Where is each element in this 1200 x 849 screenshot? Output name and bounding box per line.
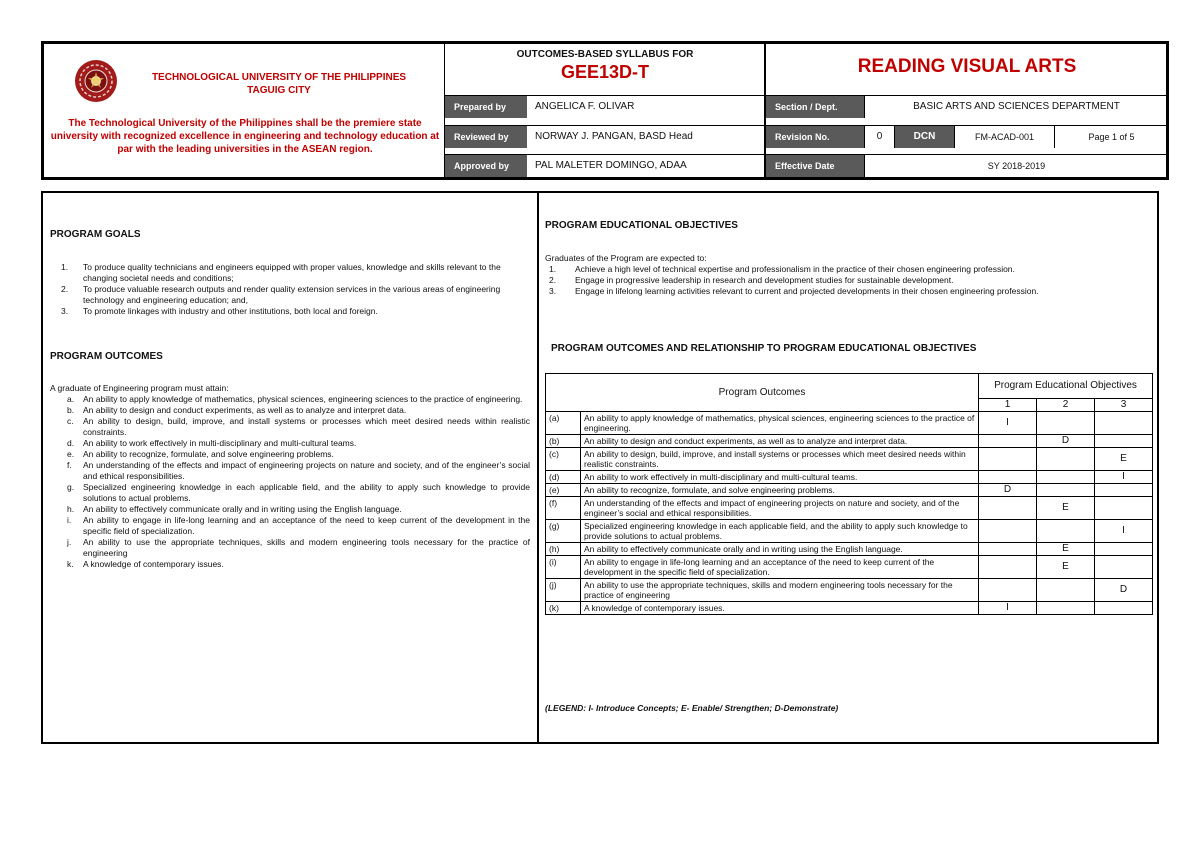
list-item: 2. Engage in progressive leadership in research and development studies for sustainable development. — [549, 275, 954, 285]
syllabus-body — [41, 191, 1159, 744]
approved-label: Approved by — [445, 155, 527, 177]
list-item: a. An ability to apply knowledge of mathematics, physical sciences, engineering sciences to the practice of engineering. — [67, 394, 523, 404]
table-row: (d) An ability to work effectively in multi-disciplinary and multi-cultural teams. I — [546, 471, 1153, 484]
approved-value: PAL MALETER DOMINGO, ADAA — [535, 160, 687, 171]
column-divider — [537, 193, 539, 742]
list-item: b. An ability to design and conduct experiments, as well as to analyze and interpret data. — [67, 405, 407, 415]
dcn-label: DCN — [894, 126, 954, 148]
reviewed-value: NORWAY J. PANGAN, BASD Head — [535, 131, 693, 142]
table-row: (a) An ability to apply knowledge of mathematics, physical sciences, engineering sciences to the practice of engineering. I — [546, 412, 1153, 435]
course-title-block — [764, 44, 1168, 177]
list-item: i. An ability to engage in life-long learning and an acceptance of the need to keep current of the development in the specific field of specialization. — [67, 515, 530, 536]
column-header-1: 1 — [979, 399, 1037, 412]
goals-title: PROGRAM GOALS — [50, 229, 141, 240]
list-item: 1. To produce quality technicians and engineers equipped with proper values, knowledge and skills relevant to the changing societal needs and conditions; — [61, 262, 501, 283]
outcomes-peo-matrix — [545, 373, 1153, 615]
university-city: TAGUIG CITY — [247, 85, 311, 96]
list-item: 3. To promote linkages with industry and other institutions, both local and foreign. — [61, 306, 378, 316]
list-item: 1. Achieve a high level of technical expertise and professionalism in the practice of their chosen engineering profession. — [549, 264, 1015, 274]
dcn-value: FM-ACAD-001 — [954, 126, 1054, 148]
list-item: f. An understanding of the effects and impact of engineering projects on nature and society, and of the engineer’s social and ethical responsibilities. — [67, 460, 530, 481]
effective-label: Effective Date — [766, 155, 864, 177]
course-code: GEE13D-T — [560, 62, 650, 82]
list-item: e. An ability to recognize, formulate, and solve engineering problems. — [67, 449, 334, 459]
reviewed-row — [445, 125, 765, 148]
list-item: 2. To produce valuable research outputs and render quality extension services in the various areas of engineering technology and engineering education; and, — [61, 284, 501, 305]
university-block — [44, 44, 446, 177]
matrix-title: PROGRAM OUTCOMES AND RELATIONSHIP TO PROGRAM EDUCATIONAL OBJECTIVES — [551, 343, 977, 354]
list-item: c. An ability to design, build, improve, and install systems or processes which meet desired needs within realistic constraints. — [67, 416, 530, 437]
prepared-value: ANGELICA F. OLIVAR — [535, 101, 635, 112]
university-title: TECHNOLOGICAL UNIVERSITY OF THE PHILIPPINES — [151, 72, 407, 83]
table-row: (h) An ability to effectively communicate orally and in writing using the English language. E — [546, 543, 1153, 556]
table-row: (i) An ability to engage in life-long learning and an acceptance of the need to keep current of the development in the specific field of specialization. E — [546, 556, 1153, 579]
outcomes-list — [50, 394, 530, 570]
table-row: (b) An ability to design and conduct experiments, as well as to analyze and interpret data. D — [546, 435, 1153, 448]
vision-statement: The Technological University of the Philippines shall be the premiere state university with recognized excellence in engineering and technology education at par with the leading universities in the ASEAN region. — [50, 118, 440, 155]
table-row: (k) A knowledge of contemporary issues. I — [546, 602, 1153, 615]
revision-value: 0 — [864, 126, 894, 148]
column-header-peo: Program Educational Objectives — [979, 374, 1153, 399]
revision-row — [766, 125, 1168, 148]
table-row: (j) An ability to use the appropriate techniques, skills and modern engineering tools necessary for the practice of engineering D — [546, 579, 1153, 602]
approved-row — [445, 154, 765, 177]
syllabus-header — [41, 41, 1169, 180]
prepared-label: Prepared by — [445, 96, 527, 118]
column-header-3: 3 — [1095, 399, 1153, 412]
list-item: g. Specialized engineering knowledge in each applicable field, and the ability to apply such knowledge to provide solutions to actual problems. — [67, 482, 530, 503]
peo-title: PROGRAM EDUCATIONAL OBJECTIVES — [545, 220, 738, 231]
table-header-row — [546, 374, 1153, 399]
list-item: d. An ability to work effectively in multi-disciplinary and multi-cultural teams. — [67, 438, 357, 448]
list-item: h. An ability to effectively communicate orally and in writing using the English language. — [67, 504, 402, 514]
course-title: READING VISUAL ARTS — [857, 56, 1077, 77]
section-label: Section / Dept. — [766, 96, 864, 118]
effective-row — [766, 154, 1168, 177]
prepared-row — [445, 95, 765, 118]
page-number: Page 1 of 5 — [1054, 126, 1168, 148]
table-row: (f) An understanding of the effects and impact of engineering projects on nature and society, and of the engineer’s social and ethical responsibilities. E — [546, 497, 1153, 520]
university-seal-icon — [74, 59, 118, 103]
goals-list — [50, 262, 530, 317]
effective-value: SY 2018-2019 — [864, 155, 1168, 177]
list-item: j. An ability to use the appropriate techniques, skills and modern engineering tools necessary for the practice of engineering — [67, 537, 530, 558]
revision-label: Revision No. — [766, 126, 864, 148]
list-item: 3. Engage in lifelong learning activities relevant to current and projected developments in their chosen engineering profession. — [549, 286, 1039, 296]
peo-intro: Graduates of the Program are expected to: — [545, 253, 707, 263]
section-value: BASIC ARTS AND SCIENCES DEPARTMENT — [864, 96, 1168, 118]
peo-list — [545, 264, 1157, 297]
table-row: (c) An ability to design, build, improve, and install systems or processes which meet desired needs within realistic constraints. E — [546, 448, 1153, 471]
matrix-legend: (LEGEND: I- Introduce Concepts; E- Enable/ Strengthen; D-Demonstrate) — [545, 703, 839, 713]
university-name — [134, 71, 424, 97]
reviewed-label: Reviewed by — [445, 126, 527, 148]
column-header-2: 2 — [1037, 399, 1095, 412]
column-header-outcomes: Program Outcomes — [546, 374, 979, 412]
list-item: k. A knowledge of contemporary issues. — [67, 559, 224, 569]
table-row: (e) An ability to recognize, formulate, and solve engineering problems. D — [546, 484, 1153, 497]
outcomes-intro: A graduate of Engineering program must attain: — [50, 383, 229, 393]
outcomes-title: PROGRAM OUTCOMES — [50, 351, 163, 362]
course-code-block — [444, 44, 765, 177]
table-row: (g) Specialized engineering knowledge in each applicable field, and the ability to apply such knowledge to provide solutions to actual problems. I — [546, 520, 1153, 543]
syllabus-label: OUTCOMES-BASED SYLLABUS FOR — [516, 49, 694, 60]
section-row — [766, 95, 1168, 118]
